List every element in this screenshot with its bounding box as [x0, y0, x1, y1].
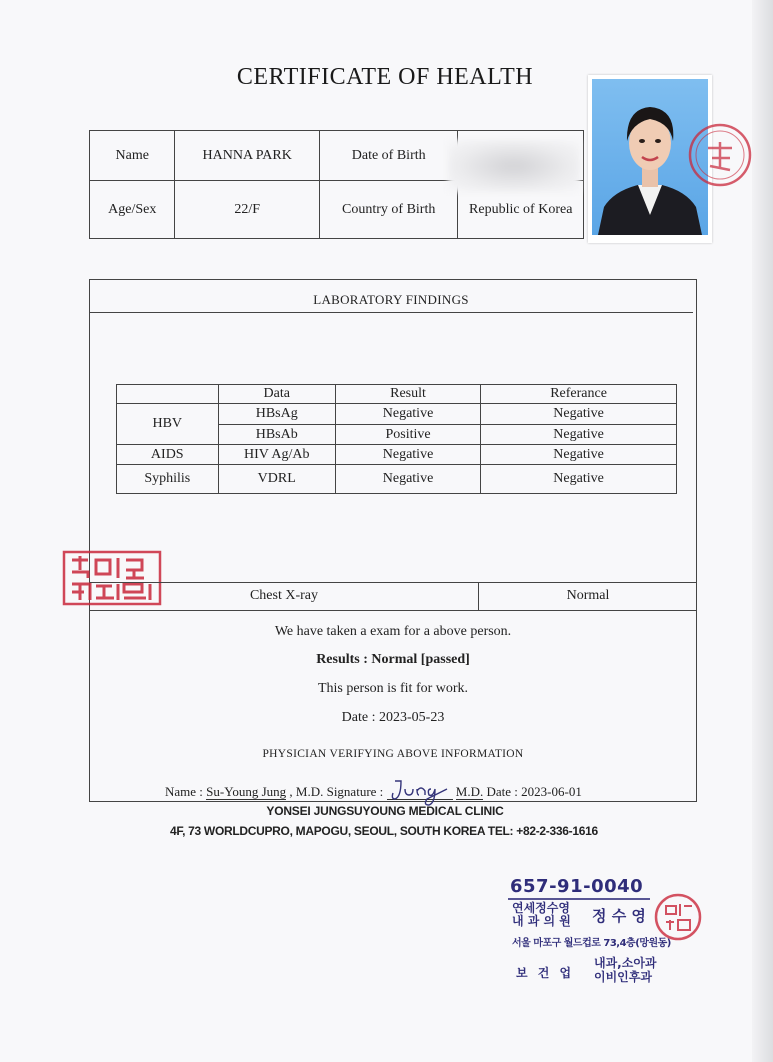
- stamp-departments-kr: [594, 956, 657, 984]
- stamp-clinic-kr-line2: 내 과 의 원: [512, 914, 571, 928]
- fit-statement: This person is fit for work.: [317, 681, 469, 696]
- signature-date-label: Date: [486, 784, 512, 799]
- physician-name-label: Name: [165, 784, 197, 799]
- lab-header-result: Result: [335, 385, 480, 404]
- name-label: Name: [90, 131, 175, 181]
- lab-results-table: [116, 384, 677, 494]
- lab-header-reference: Referance: [481, 385, 677, 404]
- physician-name: Su-Young Jung: [206, 784, 287, 799]
- dob-label: Date of Birth: [319, 131, 458, 181]
- lab-title: LABORATORY FINDINGS: [313, 292, 469, 307]
- results-line: [89, 652, 697, 668]
- stamp-dept-line2: 이비인후과: [594, 970, 652, 984]
- lab-result: Negative: [335, 465, 480, 494]
- lab-title-divider: [90, 312, 693, 313]
- country-label: Country of Birth: [319, 181, 458, 239]
- signature-date: 2023-06-01: [521, 784, 582, 799]
- lab-reference: Negative: [481, 465, 677, 494]
- stamp-dept-line1: 내과,소아과: [594, 956, 657, 970]
- redacted-birthdate: [448, 140, 580, 192]
- signature-field: [387, 785, 453, 800]
- results-value: Normal [passed]: [371, 652, 470, 667]
- lab-reference: Negative: [481, 445, 677, 465]
- exam-date-value: 2023-05-23: [379, 710, 445, 725]
- red-seal-top: [684, 118, 754, 192]
- agesex-value: 22/F: [175, 181, 319, 239]
- results-label: Results: [316, 652, 360, 667]
- stamp-divider: [508, 898, 650, 900]
- clinic-address: 4F, 73 WORLDCUPRO, MAPOGU, SEOUL, SOUTH KOREA TEL: +82-2-336-1616: [170, 824, 598, 838]
- exam-date-label: Date: [341, 710, 369, 725]
- lab-data: HBsAg: [218, 404, 335, 425]
- lab-group-aids: AIDS: [117, 445, 219, 465]
- lab-data: HIV Ag/Ab: [218, 445, 335, 465]
- lab-group-hbv: HBV: [117, 404, 219, 445]
- physician-title: M.D.: [295, 784, 324, 799]
- lab-group-syphilis: Syphilis: [117, 465, 219, 494]
- table-row: [117, 404, 677, 425]
- country-value: Republic of Korea: [458, 181, 584, 239]
- lab-result: Positive: [335, 425, 480, 445]
- lab-data: HBsAb: [218, 425, 335, 445]
- lab-result: Negative: [335, 404, 480, 425]
- lab-data: VDRL: [218, 465, 335, 494]
- lab-reference: Negative: [481, 425, 677, 445]
- page-edge: [752, 0, 773, 1062]
- document-title: CERTIFICATE OF HEALTH: [236, 64, 534, 90]
- chest-xray-row: [90, 582, 697, 611]
- name-value: HANNA PARK: [175, 131, 319, 181]
- signature-title: M.D.: [455, 784, 484, 799]
- registration-number: 657-91-0040: [510, 876, 644, 897]
- clinic-name: YONSEI JUNGSUYOUNG MEDICAL CLINIC: [266, 804, 504, 818]
- xray-label: Chest X-ray: [249, 588, 319, 603]
- results-colon: :: [359, 652, 372, 667]
- stamp-address-kr: 서울 마포구 월드컵로 73,4층(망원동): [512, 938, 671, 949]
- stamp-clinic-kr-line1: 연세정수영: [512, 901, 570, 915]
- lab-header-blank: [117, 385, 219, 404]
- xray-value: Normal: [566, 588, 610, 603]
- lab-reference: Negative: [481, 404, 677, 425]
- table-row: [117, 445, 677, 465]
- physician-heading: PHYSICIAN VERIFYING ABOVE INFORMATION: [262, 748, 524, 760]
- table-row: [117, 465, 677, 494]
- signature-label: Signature: [326, 784, 377, 799]
- stamp-clinic-name-kr: [512, 902, 571, 928]
- physician-signature-row: Name : Su-Young Jung , M.D. Signature : M.D. Date : 2023-06-01: [165, 784, 582, 800]
- lab-result: Negative: [335, 445, 480, 465]
- lab-header-data: Data: [218, 385, 335, 404]
- stamp-doctor-name-kr: 정 수 영: [592, 907, 646, 925]
- agesex-label: Age/Sex: [90, 181, 175, 239]
- statement-line: We have taken a exam for a above person.: [274, 624, 512, 639]
- stamp-insurance-kr: 보 건 업: [516, 966, 575, 980]
- red-seal-bottom: [652, 890, 704, 944]
- exam-date-line: Date : 2023-05-23: [341, 710, 445, 725]
